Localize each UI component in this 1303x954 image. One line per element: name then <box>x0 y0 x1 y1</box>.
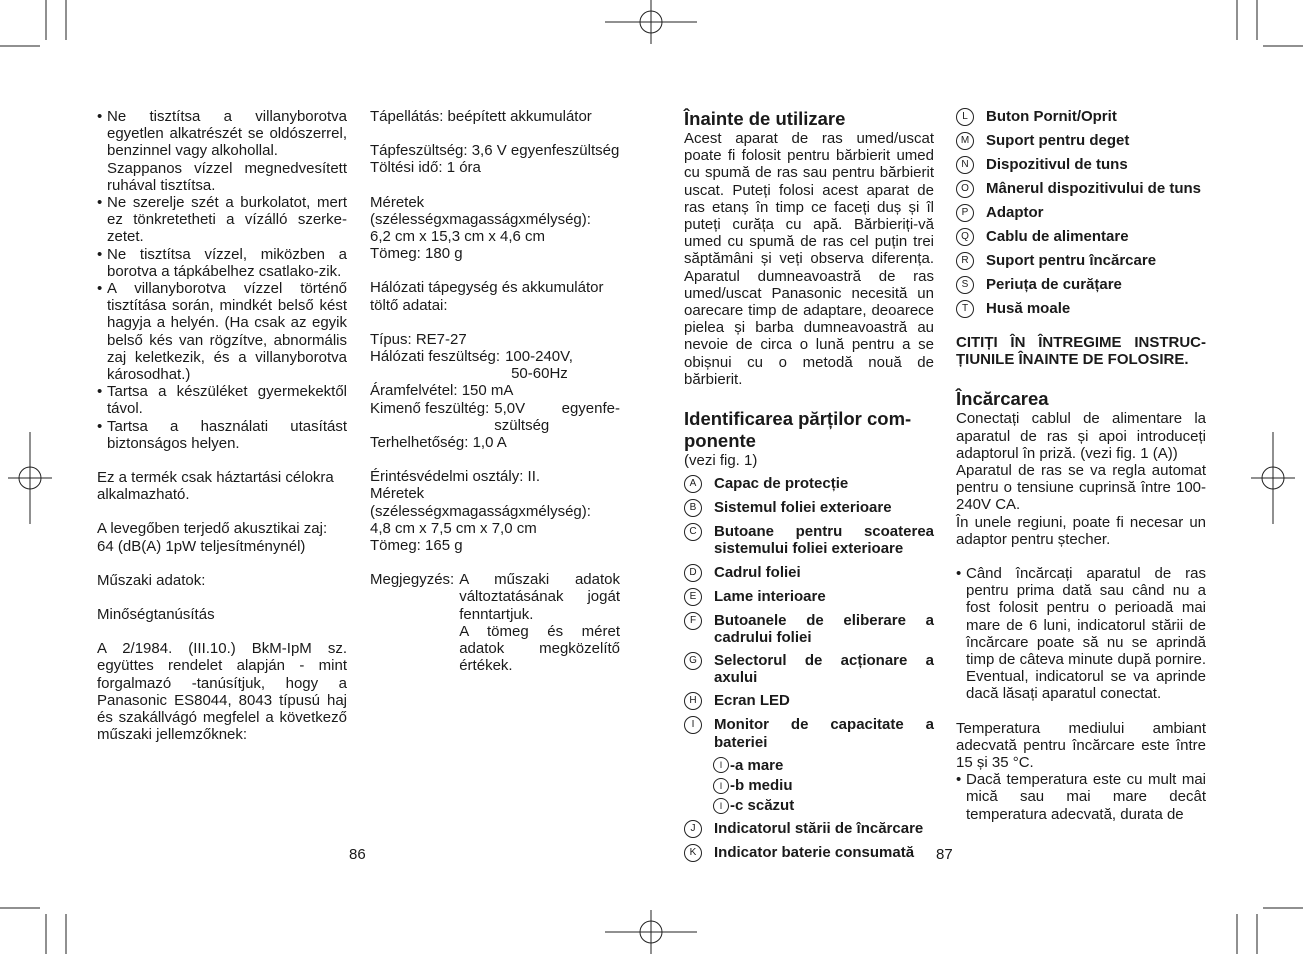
part-item <box>684 612 934 646</box>
part-item <box>684 588 934 606</box>
part-label: Sistemul foliei exterioare <box>714 499 892 517</box>
part-letter: T <box>956 300 974 318</box>
part-item <box>956 156 1206 174</box>
part-label: Capac de protecție <box>714 475 849 493</box>
paragraph: Aparatul de ras se va regla automat pentru o tensiune cuprinsă între 100-240V CA. <box>956 462 1206 514</box>
spec-line: Méretek <box>370 193 425 211</box>
part-label: Butoanele de eliberare a cadrului foliei <box>714 611 934 646</box>
list-item: • A villanyborotva vízzel történő tisztítása során, mindkét belső kést hagyja a helyén. (Ha csak az egyik belső kés van rögzítve, abnormális zaj keletkezik, és a villanyborotva károsodhat.) <box>97 280 347 383</box>
part-item <box>684 564 934 582</box>
list-item: • Tartsa a készüléket gyermekektől távol. <box>97 383 347 417</box>
part-letter: S <box>956 276 974 294</box>
spec-line: Tömeg: 180 g <box>370 245 463 263</box>
part-letter: H <box>684 692 702 710</box>
part-letter: K <box>684 844 702 862</box>
part-letter: A <box>684 475 702 493</box>
part-letter: R <box>956 252 974 270</box>
part-letter: J <box>684 820 702 838</box>
part-letter: C <box>684 523 702 541</box>
parts-list <box>684 475 934 751</box>
parts-list <box>956 108 1206 318</box>
section-heading: Înainte de utilizare <box>684 108 846 129</box>
part-letter: N <box>956 156 974 174</box>
spec-line: (szélességxmagasságxmélység): <box>370 210 591 228</box>
part-item <box>956 204 1206 222</box>
part-letter: I <box>713 778 729 794</box>
part-item <box>956 252 1206 270</box>
subpart-label: -c scăzut <box>730 797 795 815</box>
list-item: • Tartsa a használati utasítást biztonságos helyen. <box>97 418 347 452</box>
part-label: Dispozitivul de tuns <box>986 156 1128 173</box>
part-letter: Q <box>956 228 974 246</box>
part-label: Ecran LED <box>714 692 790 710</box>
part-label: Periuța de curățare <box>986 276 1122 293</box>
spec-row: Kimenő feszültég: 5,0V egyenfe-szültség <box>370 399 620 434</box>
part-item <box>684 692 934 710</box>
part-item <box>684 652 934 686</box>
spec-line: Méretek <box>370 485 425 503</box>
paragraph: Műszaki adatok: <box>97 571 206 589</box>
paragraph: Acest aparat de ras umed/uscat poate fi folosit pentru bărbierit umed cu spumă de ras sau pentru bărbierit uscat. Puteți folosi acest aparat de ras etanș în timp ce faceți duș și îl puteți curăța cu apă. Bărbieriți-vă umed cu spumă de ras cel puțin trei săptămâni și veți observa diferența. Aparatul dumneavoastră de ras umed/uscat Panasonic necesită un oarecare timp de adaptare, deoarece pielea și barba dumneavoastră au nevoie de circa o lună pentru a se obișnui cu o metodă nouă de bărbierit. <box>684 130 934 388</box>
part-label: Indicator baterie consumată <box>714 844 915 862</box>
spec-line: Tápellátás: beépített akkumulátor <box>370 108 592 125</box>
part-item <box>956 228 1206 246</box>
right-page-column-2 <box>956 108 1206 823</box>
paragraph: Minőségtanúsítás <box>97 606 215 624</box>
subpart-item <box>713 757 934 774</box>
part-label: Cadrul foliei <box>714 563 801 581</box>
spec-line: Terhelhetőség: 1,0 A <box>370 434 507 452</box>
part-letter: D <box>684 564 702 582</box>
paragraph: Conectați cablul de alimentare la aparatul de ras și apoi introduceți adaptorul în priză. (vezi fig. 1 (A)) <box>956 410 1206 462</box>
part-label: Selectorul de acționare a axului <box>714 652 934 687</box>
part-item <box>956 276 1206 294</box>
section-heading: Identificarea părților com-ponente <box>684 408 912 452</box>
list-item: • Când încărcați aparatul de ras pentru prima dată sau când nu a fost folosit pentru o perioadă mai mare de 6 luni, indicatorul stării de încărcare poate să nu se aprindă timp de câteva minute după pornire. Eventual, indicatorul se va aprinde dacă lăsați aparatul conectat. <box>956 565 1206 703</box>
subpart-label: -a mare <box>730 756 784 774</box>
list-item: • Ne tisztítsa a villanyborotva egyetlen alkatrészét se oldószerrel, benzinnel vagy alkohollal. Szappanos vízzel megnedvesített ruhával tisztítsa. <box>97 108 347 194</box>
spec-row: Hálózati feszültség: 100-240V, 50-60Hz <box>370 348 573 383</box>
part-letter: B <box>684 499 702 517</box>
part-letter: I <box>713 757 729 773</box>
left-page-column-2 <box>370 108 620 674</box>
part-item <box>684 820 934 838</box>
part-letter: F <box>684 612 702 630</box>
section-heading: Încărcarea <box>956 388 1049 410</box>
spec-line: (szélességxmagasságxmélység): <box>370 502 591 520</box>
spec-line: Típus: RE7-27 <box>370 330 467 348</box>
part-letter: E <box>684 588 702 606</box>
part-label: Indicatorul stării de încărcare <box>714 820 924 838</box>
part-item <box>684 716 934 750</box>
spec-line: 6,2 cm x 15,3 cm x 4,6 cm <box>370 228 546 246</box>
part-label: Cablu de alimentare <box>986 228 1129 245</box>
paragraph: Temperatura mediului ambiant adecvată pentru încărcare este între 15 și 35 °C. <box>956 719 1206 772</box>
paragraph: Ez a termék csak háztartási célokra alkalmazható. <box>97 469 334 504</box>
spec-line: Tömeg: 165 g <box>370 537 463 555</box>
paragraph: A 2/1984. (III.10.) BkM-IpM sz. együttes rendelet alapján - mint forgalmazó -tanúsítjuk, hogy a Panasonic ES8044, 8043 típusú haj és szakállvágó megfelel a következő műszaki jellemzőknek: <box>97 640 347 744</box>
part-label: Suport pentru încărcare <box>986 252 1157 269</box>
part-letter: P <box>956 204 974 222</box>
list-item: • Ne tisztítsa vízzel, miközben a borotva a tápkábelhez csatlako-zik. <box>97 246 347 280</box>
part-item <box>684 523 934 557</box>
part-letter: G <box>684 652 702 670</box>
part-label: Suport pentru deget <box>986 132 1130 149</box>
part-label: Monitor de capacitate a bateriei <box>714 716 934 751</box>
spec-line: Áramfelvétel: 150 mA <box>370 382 514 400</box>
spec-line: Tápfeszültség: 3,6 V egyenfeszültség <box>370 142 620 160</box>
figure-reference: (vezi fig. 1) <box>684 452 758 470</box>
parts-list <box>684 820 934 862</box>
subpart-item <box>713 797 934 814</box>
part-item <box>956 132 1206 150</box>
part-item <box>956 108 1206 126</box>
page-number-right: 87 <box>936 846 953 863</box>
part-item <box>684 475 934 493</box>
spec-line: 4,8 cm x 7,5 cm x 7,0 cm <box>370 519 537 537</box>
part-letter: I <box>713 798 729 814</box>
paragraph: În unele regiuni, poate fi necesar un adaptor pentru ștecher. <box>956 513 1206 548</box>
spec-line: Töltési idő: 1 óra <box>370 159 481 177</box>
part-letter: O <box>956 180 974 198</box>
part-label: Adaptor <box>986 204 1044 221</box>
subpart-item <box>713 777 934 794</box>
left-page-column-1 <box>97 108 347 744</box>
right-page-column-1 <box>684 108 934 868</box>
paragraph: A levegőben terjedő akusztikai zaj: 64 (dB(A) 1pW teljesítménynél) <box>97 520 328 555</box>
subpart-label: -b mediu <box>730 777 793 795</box>
subparts-list <box>684 757 934 815</box>
part-item <box>956 180 1206 198</box>
part-label: Husă moale <box>986 300 1071 317</box>
page-number-left: 86 <box>349 846 366 863</box>
part-label: Lame interioare <box>714 587 826 605</box>
part-item <box>684 499 934 517</box>
part-letter: M <box>956 132 974 150</box>
part-letter: I <box>684 716 702 734</box>
spec-line: Hálózati tápegység és akkumulátor töltő adatai: <box>370 279 604 314</box>
part-label: Mânerul dispozitivului de tuns <box>986 180 1202 197</box>
warning-text: CITIȚI ÎN ÎNTREGIME INSTRUC-ȚIUNILE ÎNAINTE DE FOLOSIRE. <box>956 334 1206 369</box>
part-item <box>956 300 1206 318</box>
spec-row: Megjegyzés: A műszaki adatok változtatásának jogát fenntartjuk. A tömeg és méret adatok megközelítő értékek. <box>370 571 620 675</box>
part-item <box>684 844 934 862</box>
part-letter: L <box>956 108 974 126</box>
list-item: • Dacă temperatura este cu mult mai mică sau mai mare decât temperatura adecvată, durata de <box>956 771 1206 823</box>
part-label: Butoane pentru scoaterea sistemului foliei exterioare <box>714 523 934 558</box>
part-label: Buton Pornit/Oprit <box>986 108 1117 125</box>
list-item: • Ne szerelje szét a burkolatot, mert ez tönkretetheti a vízálló szerke-zetet. <box>97 194 347 246</box>
spec-line: Érintésvédelmi osztály: II. <box>370 468 541 486</box>
